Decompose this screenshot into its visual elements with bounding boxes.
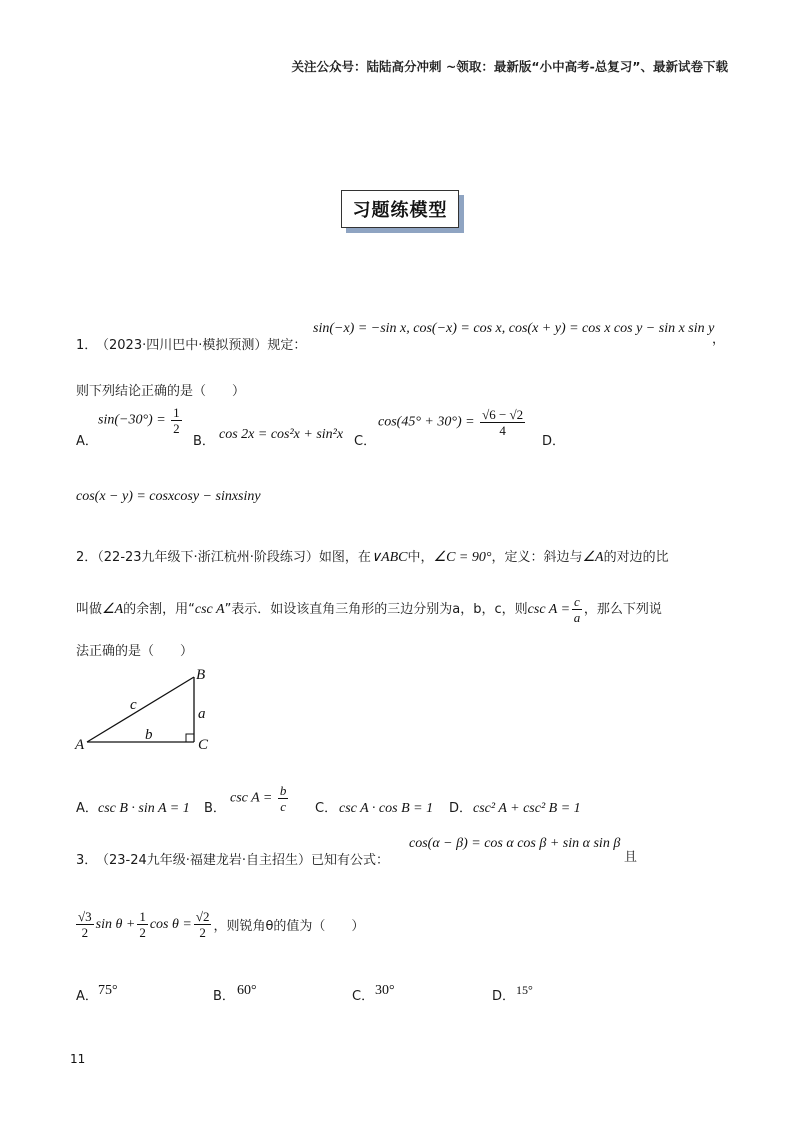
side-b-label: b — [145, 727, 153, 743]
q2-option-d: csc² A + csc² B = 1 — [473, 801, 581, 816]
q3-frac-2 — [137, 910, 148, 939]
q2-number: 2． — [76, 550, 98, 565]
q3-frac-1-num: √3 — [78, 909, 92, 924]
q2-option-b-frac — [278, 784, 289, 813]
q2-option-b-label: B． — [204, 801, 226, 816]
q1-rule-end: ， — [712, 332, 726, 347]
q3-eq-mid2: cos θ = — [149, 916, 192, 932]
q3-option-c: 30° — [375, 983, 395, 998]
q2-line1 — [76, 546, 669, 566]
q2-option-b-den: c — [280, 799, 287, 814]
q1-option-a-label: A． — [76, 434, 98, 449]
q2-option-d-label: D． — [449, 801, 473, 816]
q2-option-a-label: A． — [76, 801, 98, 816]
q1-option-a — [98, 406, 184, 435]
q2-line1-d: 的对边的比 — [603, 550, 669, 565]
q2-option-b-num: b — [279, 783, 287, 798]
q1-option-d-label: D． — [542, 434, 566, 449]
q2-def-frac — [572, 595, 582, 624]
q1-option-c — [378, 408, 527, 437]
q2-line3: 法正确的是（ ） — [76, 644, 194, 659]
q1-option-b-label: B． — [193, 434, 215, 449]
q2-option-c: csc A · cos B = 1 — [339, 801, 434, 816]
q1-option-a-frac — [171, 406, 182, 435]
q3-formula-end: 且 — [624, 850, 638, 865]
side-c-label: c — [130, 697, 137, 713]
q3-equation — [74, 910, 364, 939]
right-angle-mark — [186, 734, 194, 742]
q3-formula: cos(α − β) = cos α cos β + sin α sin β — [409, 836, 621, 851]
q2-line1-c: ，定义：斜边与 — [491, 550, 583, 565]
q2-line2-c: ”表示．如设该直角三角形的三边分别为a，b，c，则 — [224, 602, 528, 617]
q1-number: 1． — [76, 338, 98, 353]
q1-stem: 则下列结论正确的是（ ） — [76, 384, 246, 399]
q3-option-d-label: D． — [492, 989, 516, 1004]
q1-option-b: cos 2x = cos²x + sin²x — [219, 427, 344, 442]
q2-csc-a: csc A — [194, 602, 225, 617]
q2-def-den: a — [573, 610, 581, 625]
q3-frac-1 — [76, 910, 94, 939]
q2-triangle-figure — [70, 665, 220, 755]
side-a-label: a — [198, 706, 206, 722]
vertex-a-label: A — [75, 737, 85, 753]
q3-frac-3-num: √2 — [195, 909, 210, 924]
q2-option-c-label: C． — [315, 801, 338, 816]
q3-option-a-label: A． — [76, 989, 98, 1004]
page-number: 11 — [70, 1052, 86, 1066]
q2-def-num: c — [574, 594, 580, 609]
q2-line1-b: 中， — [407, 550, 434, 565]
q3-option-d: 15° — [516, 983, 533, 997]
q1-option-c-den: 4 — [499, 423, 506, 438]
vertex-b-label: B — [196, 667, 206, 683]
q2-line2-b: 的余割，用“ — [123, 602, 195, 617]
q3-option-b-label: B． — [213, 989, 235, 1004]
q2-def-lhs: csc A = — [527, 602, 571, 617]
q1-option-c-frac — [480, 408, 525, 437]
q2-line2-a: 叫做 — [76, 602, 103, 617]
q3-frac-2-den: 2 — [139, 925, 146, 940]
q2-angle-a2: ∠A — [102, 602, 124, 617]
q2-angle-c: ∠C = 90° — [433, 550, 492, 565]
q2-triangle: ∨ABC — [370, 550, 408, 565]
q1-source: （2023·四川巴中·模拟预测）规定： — [96, 338, 307, 353]
q3-frac-2-num: 1 — [139, 909, 146, 924]
q3-option-b: 60° — [237, 983, 257, 998]
q1-option-c-lhs: cos(45° + 30°) = — [378, 414, 475, 430]
q1-option-c-num: √6 − √2 — [482, 407, 524, 422]
q3-frac-3-den: 2 — [199, 925, 206, 940]
q1-option-a-lhs: sin(−30°) = — [98, 412, 166, 428]
q2-line1-a: （22-23九年级下·浙江杭州·阶段练习）如图，在 — [97, 550, 371, 565]
q3-option-a: 75° — [98, 983, 118, 998]
q2-line2-d: ，那么下列说 — [583, 602, 662, 617]
q2-option-b-lhs: csc A = — [230, 790, 273, 806]
section-title-box — [341, 190, 459, 228]
q3-number: 3． — [76, 853, 98, 868]
q3-stem-end: ，则锐角θ的值为（ ） — [213, 919, 365, 934]
vertex-c-label: C — [198, 737, 209, 753]
q3-option-c-label: C． — [352, 989, 375, 1004]
q2-option-a: csc B · sin A = 1 — [98, 801, 190, 816]
q1-option-c-label: C． — [354, 434, 377, 449]
q3-frac-1-den: 2 — [81, 925, 89, 940]
q3-eq-mid1: sin θ + — [95, 916, 136, 932]
q3-source: （23-24九年级·福建龙岩·自主招生）已知有公式： — [96, 853, 390, 868]
q3-frac-3 — [194, 910, 212, 939]
q2-option-b — [230, 784, 290, 813]
section-title: 习题练模型 — [352, 200, 448, 221]
q1-option-a-num: 1 — [173, 405, 180, 420]
q1-rule: sin(−x) = −sin x, cos(−x) = cos x, cos(x + y) = cos x cos y − sin x sin y — [313, 321, 715, 336]
q2-angle-a: ∠A — [582, 550, 604, 565]
page-header: 关注公众号：陆陆高分冲刺 ~领取：最新版“小中高考-总复习”、最新试卷下载 — [291, 59, 728, 74]
q1-option-d: cos(x − y) = cosxcosy − sinxsiny — [76, 489, 261, 504]
hypotenuse-line — [87, 677, 194, 742]
q2-line2 — [76, 595, 662, 624]
q1-option-a-den: 2 — [173, 421, 180, 436]
